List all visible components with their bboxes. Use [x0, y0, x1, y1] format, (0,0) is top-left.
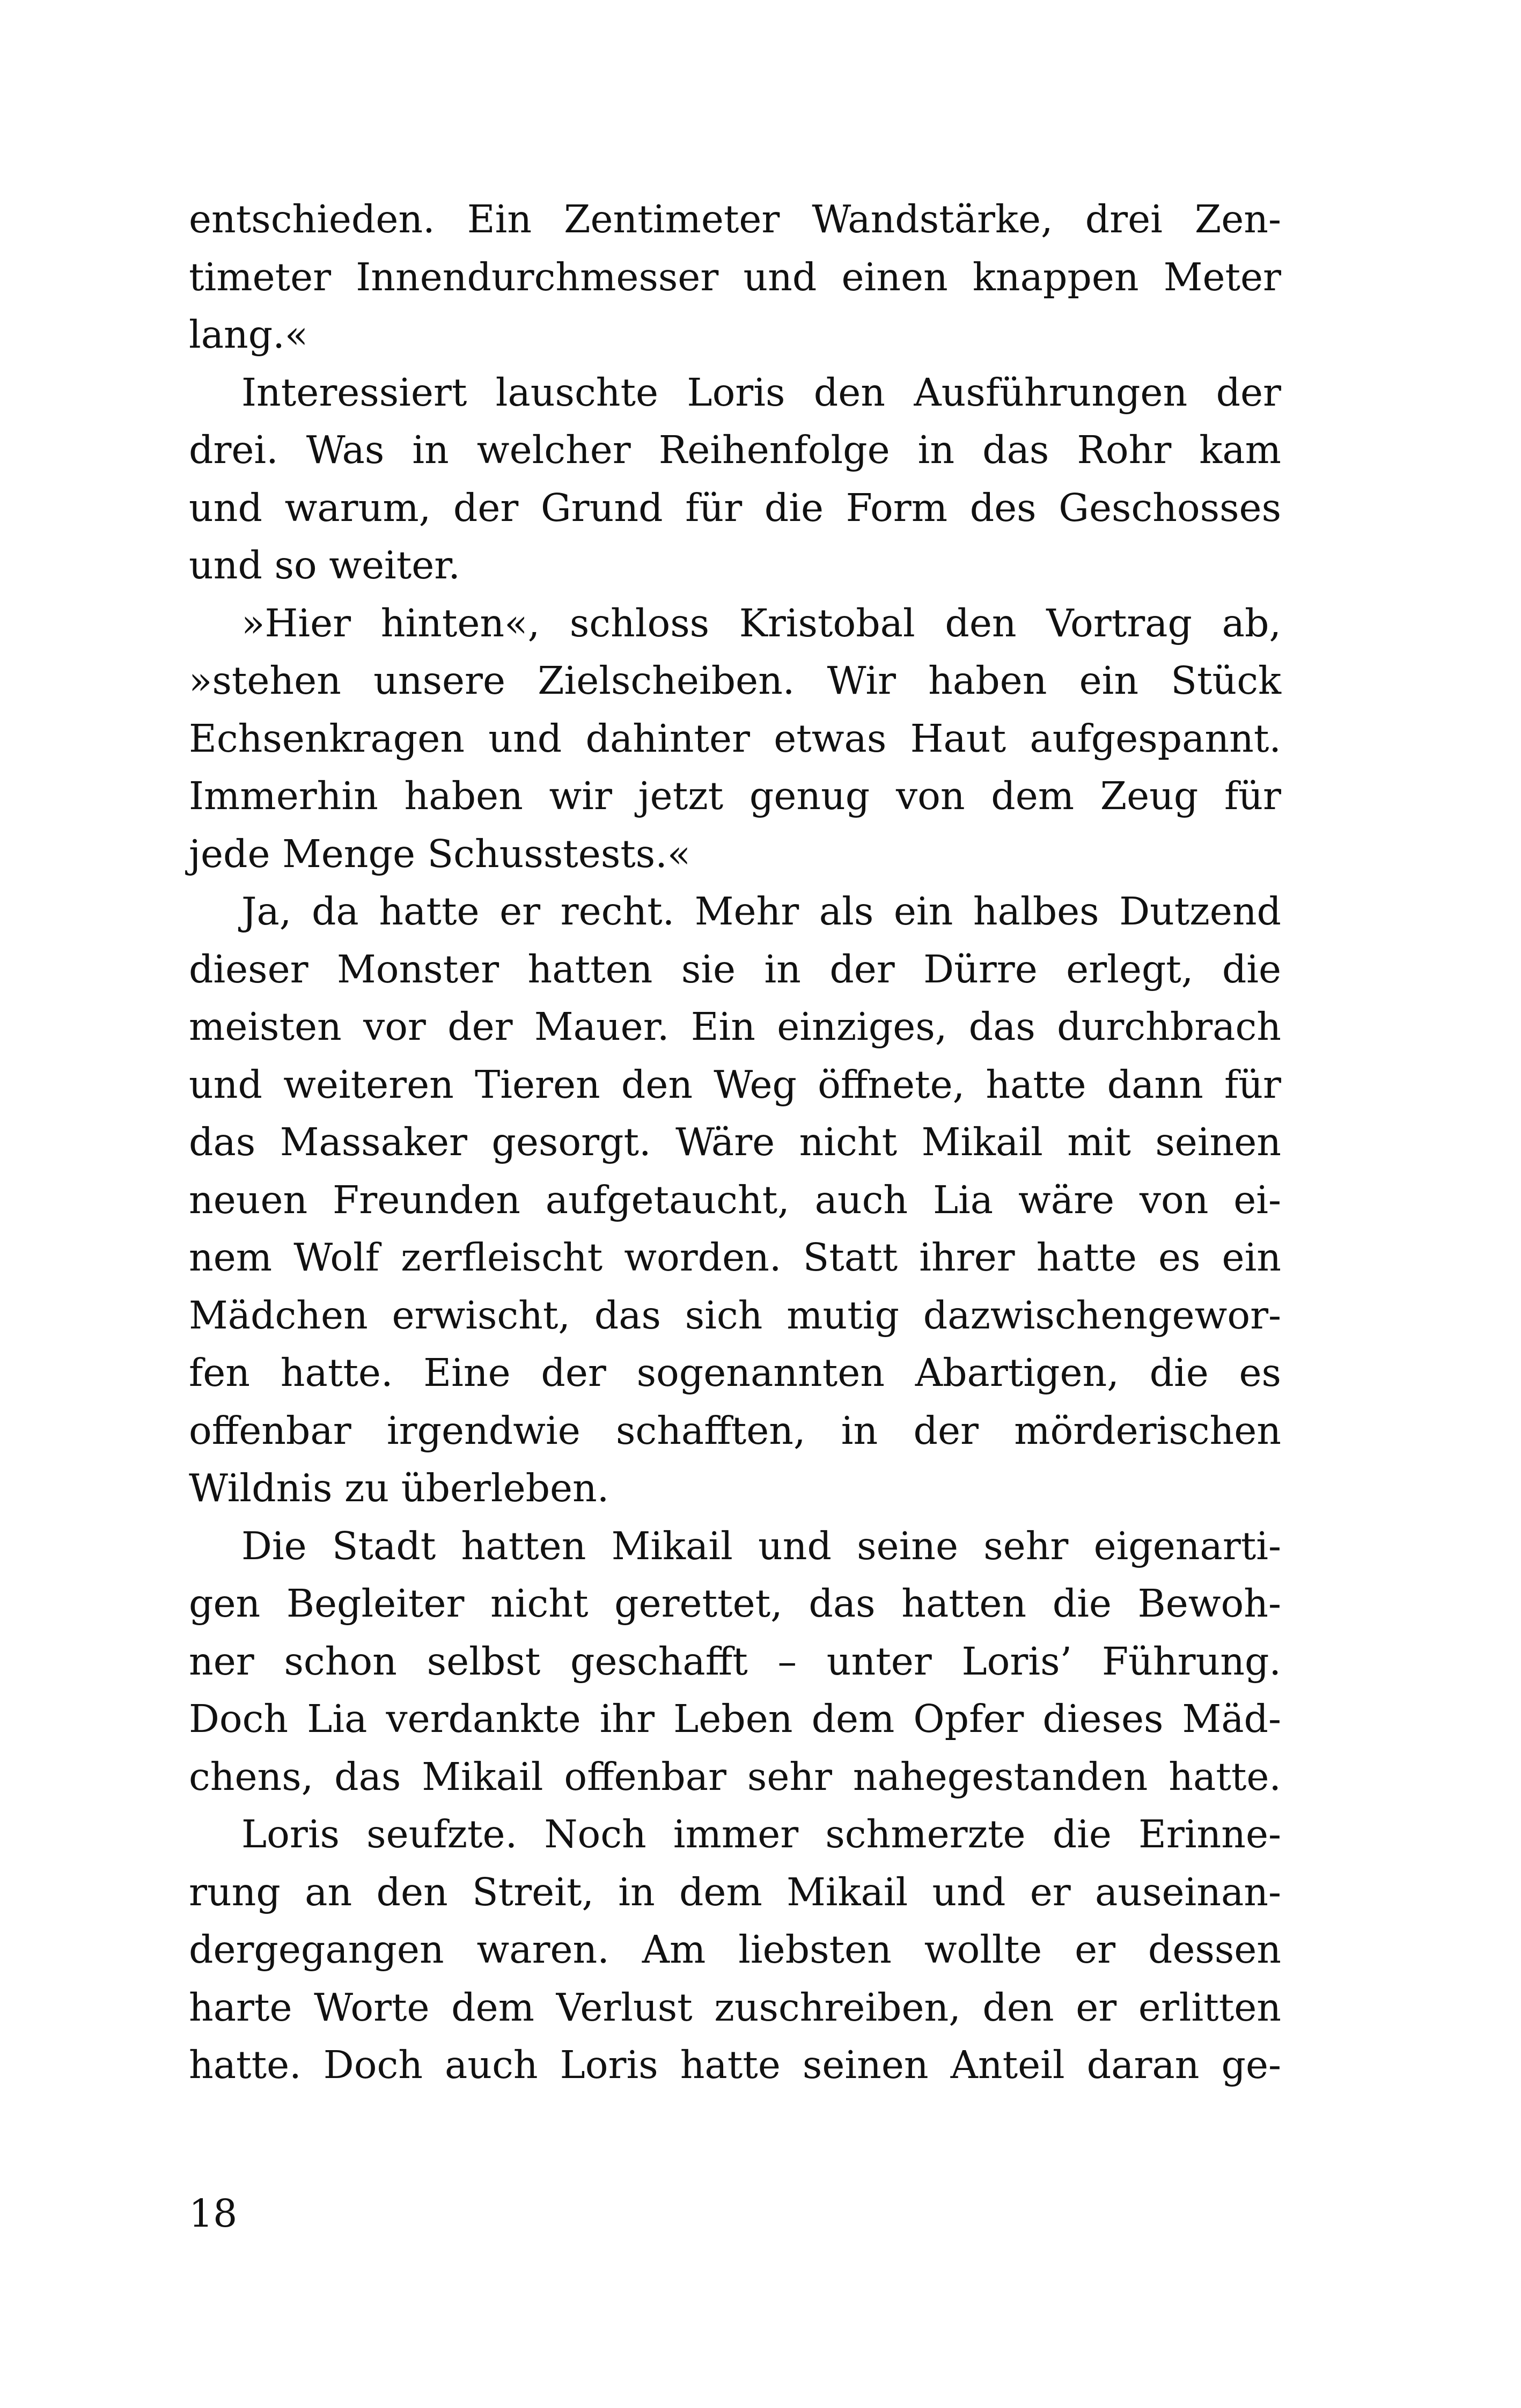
- text-line: lang.«: [189, 312, 308, 357]
- text-line: »stehen unsere Zielscheiben. Wir haben ein Stück: [189, 658, 1281, 703]
- text-line: jede Menge Schusstests.«: [189, 831, 691, 876]
- text-line: timeter Innendurchmesser und einen knappen Meter: [189, 254, 1281, 299]
- text-line: und weiteren Tieren den Weg öffnete, hatte dann für: [189, 1062, 1281, 1107]
- text-line: entschieden. Ein Zentimeter Wandstärke, drei Zen-: [189, 197, 1281, 241]
- page-number: 18: [189, 2191, 238, 2236]
- text-line: Wildnis zu überleben.: [189, 1466, 609, 1510]
- text-line: chens, das Mikail offenbar sehr nahegestanden hatte.: [189, 1754, 1281, 1799]
- text-line: ner schon selbst geschafft – unter Loris’ Führung.: [189, 1639, 1281, 1684]
- text-line: harte Worte dem Verlust zuschreiben, den er erlitten: [189, 1985, 1281, 2030]
- text-line: neuen Freunden aufgetaucht, auch Lia wäre von ei-: [189, 1177, 1281, 1222]
- text-line: Die Stadt hatten Mikail und seine sehr eigenarti-: [241, 1523, 1281, 1568]
- text-line: Echsenkragen und dahinter etwas Haut aufgespannt.: [189, 716, 1281, 761]
- body-text: [189, 190, 1281, 2094]
- text-line: Mädchen erwischt, das sich mutig dazwischengewor-: [189, 1293, 1281, 1338]
- text-line: Doch Lia verdankte ihr Leben dem Opfer dieses Mäd-: [189, 1697, 1281, 1741]
- text-line: und warum, der Grund für die Form des Geschosses: [189, 485, 1281, 530]
- text-line: gen Begleiter nicht gerettet, das hatten die Bewoh-: [189, 1581, 1281, 1626]
- text-line: dieser Monster hatten sie in der Dürre erlegt, die: [189, 946, 1281, 992]
- text-line: Ja, da hatte er recht. Mehr als ein halbes Dutzend: [241, 889, 1281, 934]
- text-line: Loris seufzte. Noch immer schmerzte die Erinne-: [241, 1812, 1281, 1856]
- text-line: fen hatte. Eine der sogenannten Abartigen, die es: [189, 1350, 1281, 1395]
- text-line: nem Wolf zerfleischt worden. Statt ihrer hatte es ein: [189, 1235, 1281, 1280]
- text-line: und so weiter.: [189, 543, 460, 588]
- text-line: dergegangen waren. Am liebsten wollte er dessen: [189, 1927, 1281, 1972]
- text-line: Immerhin haben wir jetzt genug von dem Zeug für: [189, 774, 1281, 818]
- text-line: Interessiert lauschte Loris den Ausführungen der: [241, 370, 1281, 415]
- text-line: rung an den Streit, in dem Mikail und er auseinan-: [189, 1869, 1281, 1914]
- text-line: offenbar irgendwie schafften, in der mörderischen: [189, 1408, 1281, 1453]
- text-line: meisten vor der Mauer. Ein einziges, das durchbrach: [189, 1004, 1281, 1049]
- text-line: »Hier hinten«, schloss Kristobal den Vortrag ab,: [241, 600, 1281, 645]
- text-line: drei. Was in welcher Reihenfolge in das Rohr kam: [189, 428, 1281, 472]
- text-line: das Massaker gesorgt. Wäre nicht Mikail mit seinen: [189, 1120, 1281, 1164]
- text-line: hatte. Doch auch Loris hatte seinen Anteil daran ge-: [189, 2043, 1281, 2087]
